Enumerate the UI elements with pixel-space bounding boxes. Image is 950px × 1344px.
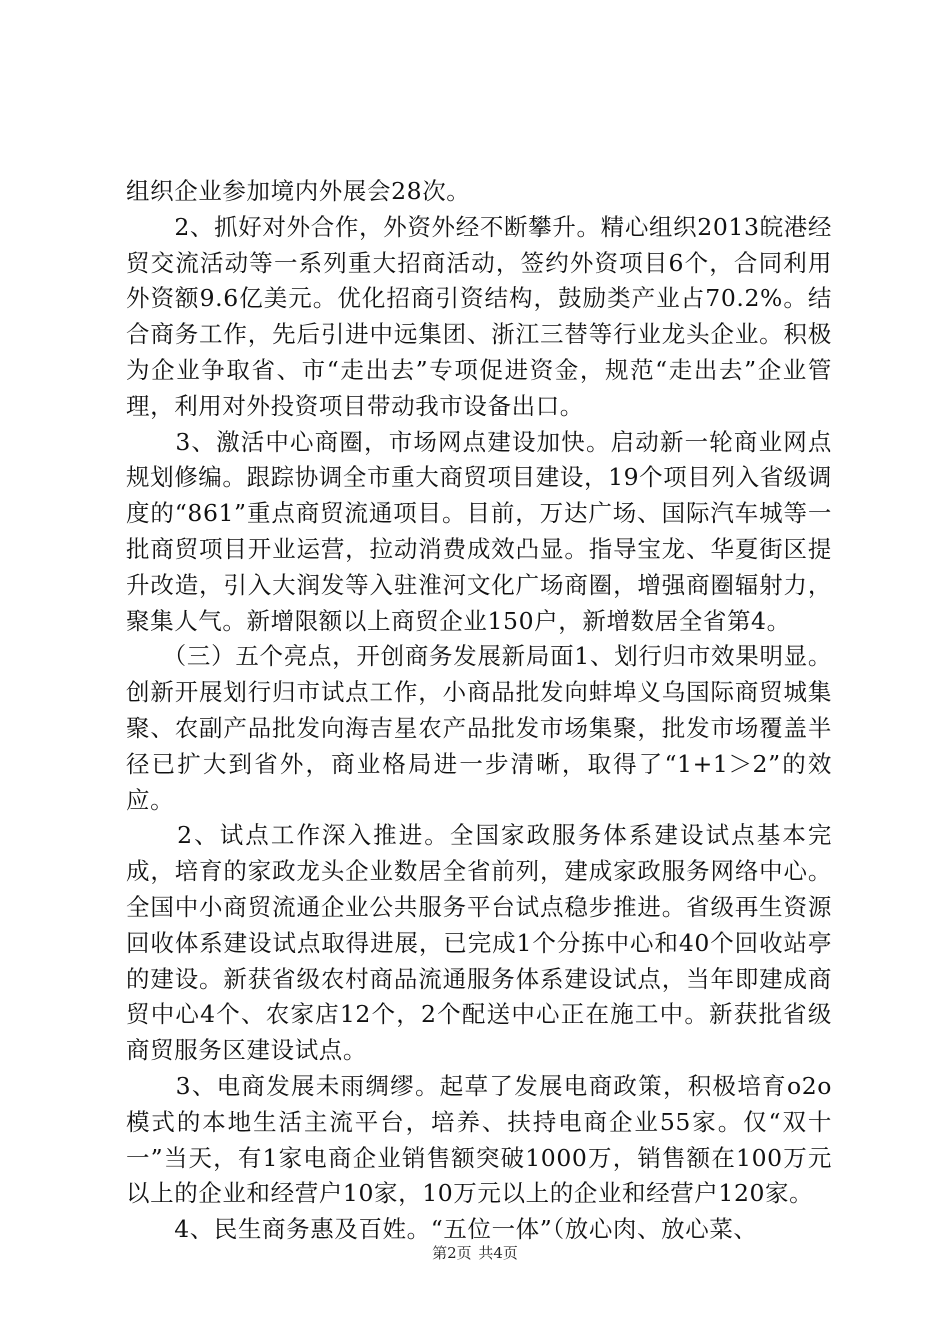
paragraph-business-district: 3、激活中心商圈，市场网点建设加快。启动新一轮商业网点规划修编。跟踪协调全市重大商贸项目建设，19个项目列入省级调度的“861”重点商贸流通项目。目前，万达广场、国际汽车城等一批商贸项目开业运营，拉动消费成效凸显。指导宝龙、华夏街区提升改造，引入大润发等入驻淮河文化广场商圈，增强商圈辐射力，聚集人气。新增限额以上商贸企业150户，新增数居全省第4。: [126, 427, 832, 635]
page-total: 共4页: [478, 1244, 518, 1262]
paragraph-five-highlights: （三）五个亮点，开创商务发展新局面1、划行归市效果明显。创新开展划行归市试点工作，小商品批发向蚌埠义乌国际商贸城集聚、农副产品批发向海吉星农产品批发市场集聚，批发市场覆盖半径已扩大到省外，商业格局进一步清晰，取得了“1+1＞2”的效应。: [126, 642, 832, 814]
paragraph-exhibitions: 组织企业参加境内外展会28次。: [126, 177, 471, 205]
paragraph-livelihood: 4、民生商务惠及百姓。“五位一体”（放心肉、放心菜、: [126, 1215, 758, 1244]
paragraph-ecommerce: 3、电商发展未雨绸缪。起草了发展电商政策，积极培育o2o模式的本地生活主流平台，培养、扶持电商企业55家。仅“双十一”当天，有1家电商企业销售额突破1000万，销售额在100万元以上的企业和经营户10家，10万元以上的企业和经营户120家。: [126, 1071, 832, 1208]
page-number: 第2页: [432, 1244, 472, 1262]
paragraph-pilot-work: 2、试点工作深入推进。全国家政服务体系建设试点基本完成，培育的家政龙头企业数居全省前列，建成家政服务网络中心。全国中小商贸流通企业公共服务平台试点稳步推进。省级再生资源回收体系建设试点取得进展，已完成1个分拣中心和40个回收站亭的建设。新获省级农村商品流通服务体系建设试点，当年即建成商贸中心4个、农家店12个，2个配送中心正在施工中。新获批省级商贸服务区建设试点。: [126, 821, 832, 1065]
paragraph-foreign-cooperation: 2、抓好对外合作，外资外经不断攀升。精心组织2013皖港经贸交流活动等一系列重大招商活动，签约外资项目6个，合同利用外资额9.6亿美元。优化招商引资结构，鼓励类产业占70.2%。结合商务工作，先后引进中远集团、浙江三替等行业龙头企业。积极为企业争取省、市“走出去”专项促进资金，规范“走出去”企业管理，利用对外投资项目带动我市设备出口。: [126, 212, 832, 420]
page-footer: [0, 1243, 950, 1263]
document-body: [126, 174, 832, 1248]
